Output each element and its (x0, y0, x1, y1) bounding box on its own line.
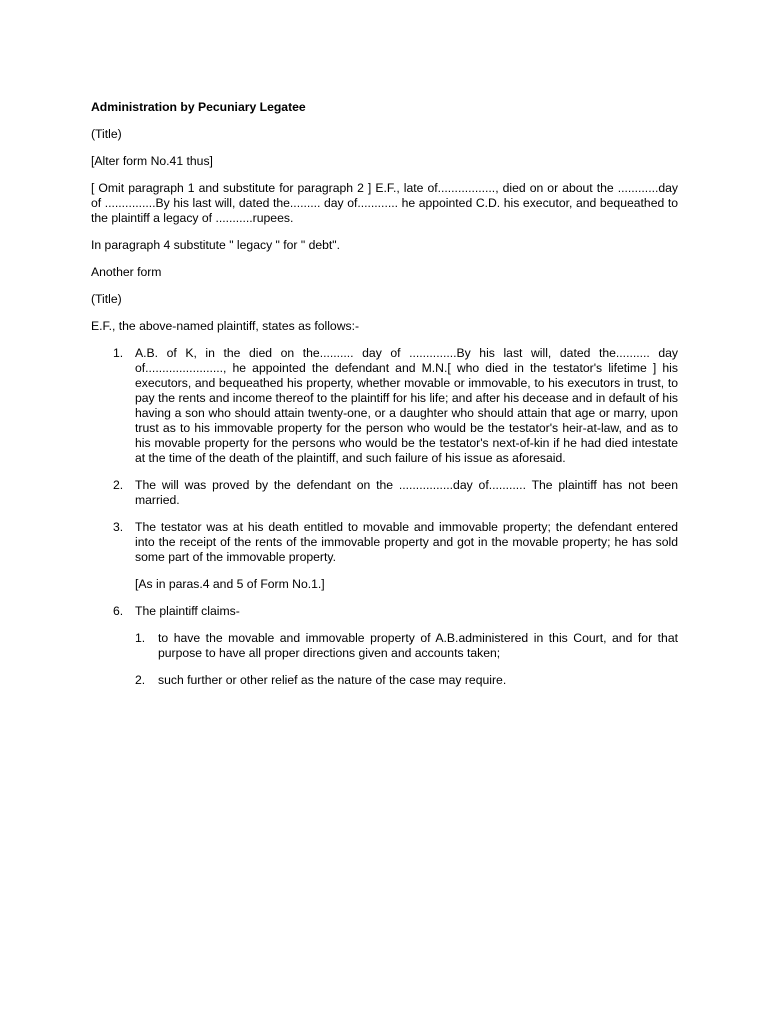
claim-item-text: to have the movable and immovable property of A.B.administered in this Court, and for that purpose to have all proper directions given and accounts taken; (158, 631, 678, 660)
list-item-text: The will was proved by the defendant on the ................day of........... The plaintiff has not been married. (135, 478, 678, 507)
claim-item-number: 1. (135, 631, 146, 645)
title-placeholder-2: (Title) (91, 292, 122, 306)
as-in-paras-note: [As in paras.4 and 5 of Form No.1.] (135, 577, 325, 591)
claim-item (91, 673, 678, 688)
list-item (91, 520, 678, 565)
list-item-number: 3. (113, 520, 124, 534)
omit-paragraph-text: [ Omit paragraph 1 and substitute for paragraph 2 ] E.F., late of................., died on or about the ............day of ...............By his last will, dated the......... day of............ he appointed C.D. his executor, and bequeathed to the plaintiff a legacy of ...........rupees. (91, 181, 678, 225)
list-item-number: 1. (113, 346, 124, 360)
alter-form-note: [Alter form No.41 thus] (91, 154, 213, 168)
list-item-number: 6. (113, 604, 124, 618)
plaintiff-intro: E.F., the above-named plaintiff, states as follows:- (91, 319, 360, 333)
list-item (91, 346, 678, 466)
claim-item-number: 2. (135, 673, 146, 687)
document-page (91, 100, 678, 700)
another-form-label: Another form (91, 265, 162, 279)
title-placeholder-1: (Title) (91, 127, 122, 141)
claim-item (91, 631, 678, 661)
list-item (91, 478, 678, 508)
list-item-text: The plaintiff claims- (135, 604, 240, 618)
list-item-number: 2. (113, 478, 124, 492)
list-item-text: A.B. of K, in the died on the.......... day of ..............By his last will, dated the.......... day of......................., he appointed the defendant and M.N.[ who died in the testator's lifetime ] his executors, and bequeathed his property, whether movable or immovable, to his executors in trust, to pay the rents and income thereof to the plaintiff for his life; and after his decease and in default of his having a son who should attain twenty-one, or a daughter who should attain that age or marry, upon trust as to his immovable property for the person who would be the testator's heir-at-law, and as to his movable property for the persons who would be the testator's next-of-kin if he had died intestate at the time of the death of the plaintiff, and such failure of his issue as aforesaid. (135, 346, 678, 465)
substitute-note: In paragraph 4 substitute " legacy " for " debt". (91, 238, 341, 252)
claim-item-text: such further or other relief as the nature of the case may require. (158, 673, 507, 687)
list-item (91, 604, 678, 619)
document-heading: Administration by Pecuniary Legatee (91, 100, 306, 114)
list-item-text: The testator was at his death entitled to movable and immovable property; the defendant entered into the receipt of the rents of the immovable property and got in the movable property; he has sold some part of the immovable property. (135, 520, 678, 564)
